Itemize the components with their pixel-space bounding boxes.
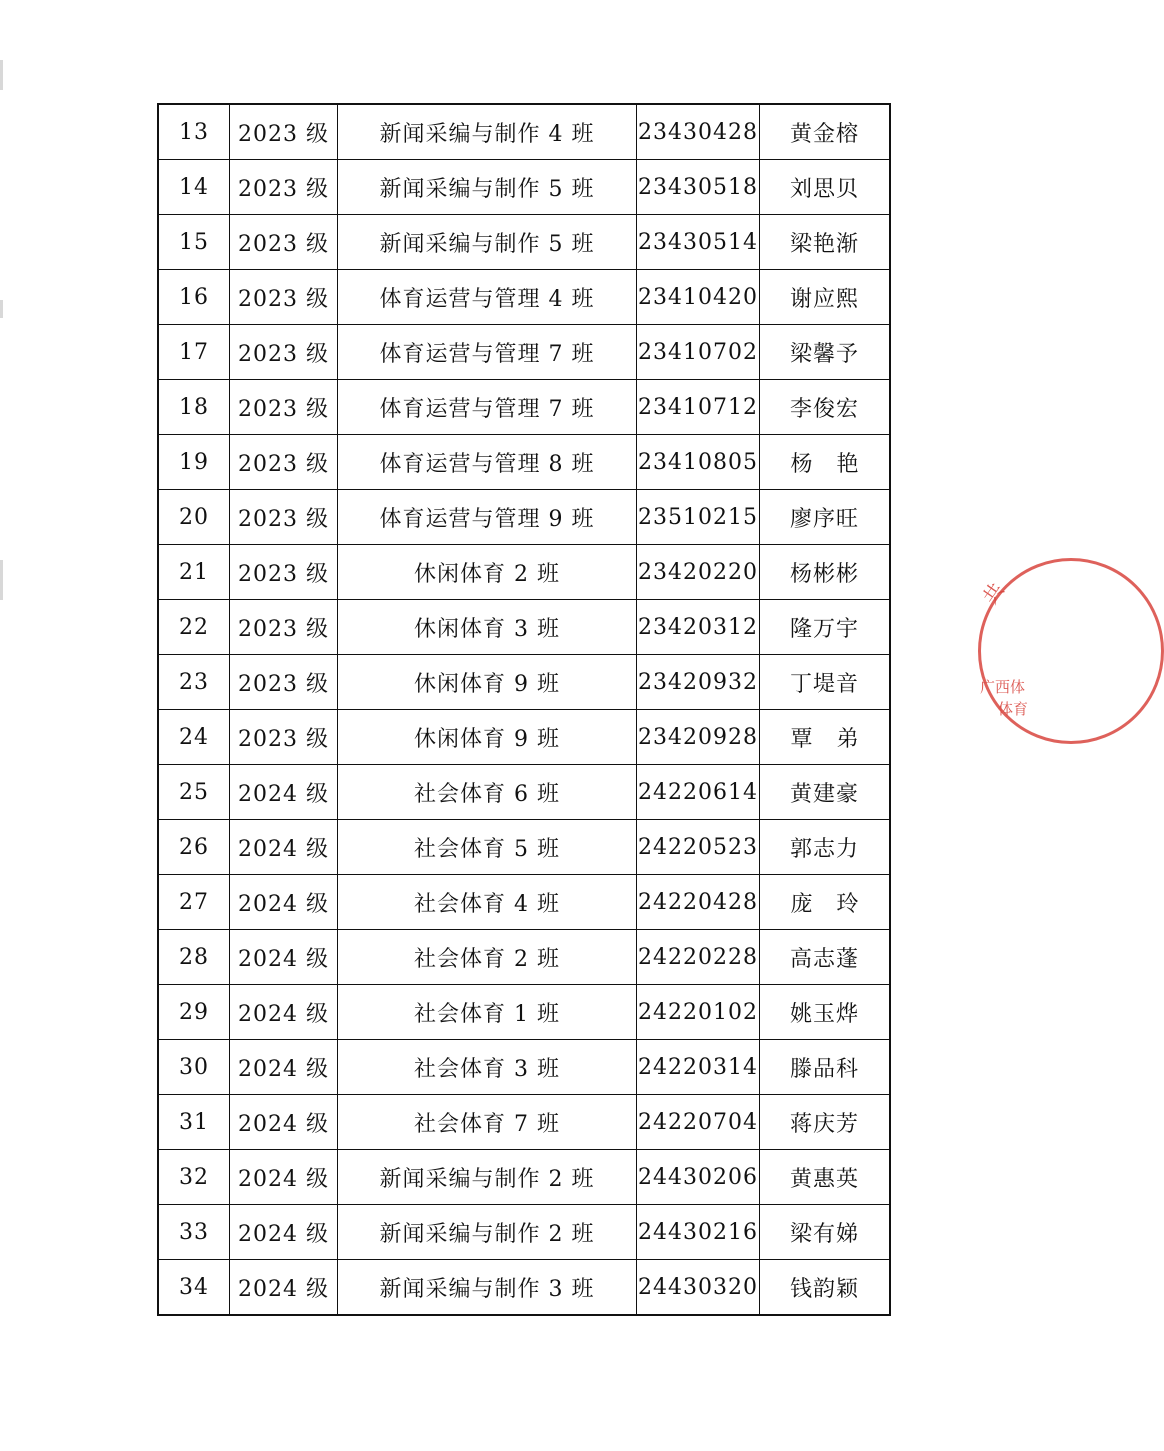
grade-cell: 2024 级 — [230, 820, 338, 875]
table-row — [158, 875, 890, 930]
grade-cell: 2024 级 — [230, 930, 338, 985]
student-id-cell: 23430518 — [637, 160, 760, 215]
grade-cell: 2024 级 — [230, 1260, 338, 1316]
class-name-cell: 体育运营与管理 7 班 — [338, 380, 637, 435]
scan-edge-mark — [0, 300, 3, 318]
row-number-cell: 15 — [158, 215, 230, 270]
table-row — [158, 160, 890, 215]
student-id-cell: 24220704 — [637, 1095, 760, 1150]
student-name-cell: 覃弟 — [760, 710, 891, 765]
student-name-cell: 姚玉烨 — [760, 985, 891, 1040]
student-id-cell: 24220314 — [637, 1040, 760, 1095]
table-row — [158, 104, 890, 160]
student-name-cell: 丁堤音 — [760, 655, 891, 710]
student-id-cell: 23410712 — [637, 380, 760, 435]
row-number-cell: 16 — [158, 270, 230, 325]
class-name-cell: 新闻采编与制作 2 班 — [338, 1150, 637, 1205]
table-row — [158, 1150, 890, 1205]
row-number-cell: 18 — [158, 380, 230, 435]
class-name-cell: 体育运营与管理 4 班 — [338, 270, 637, 325]
class-name-cell: 社会体育 6 班 — [338, 765, 637, 820]
student-name-cell: 梁馨予 — [760, 325, 891, 380]
class-name-cell: 休闲体育 3 班 — [338, 600, 637, 655]
class-name-cell: 社会体育 3 班 — [338, 1040, 637, 1095]
grade-cell: 2023 级 — [230, 435, 338, 490]
student-name-cell: 梁艳渐 — [760, 215, 891, 270]
student-id-cell: 23420312 — [637, 600, 760, 655]
student-name-cell: 杨艳 — [760, 435, 891, 490]
row-number-cell: 14 — [158, 160, 230, 215]
table-row — [158, 1095, 890, 1150]
student-name-cell: 黄建豪 — [760, 765, 891, 820]
grade-cell: 2024 级 — [230, 1095, 338, 1150]
grade-cell: 2024 级 — [230, 875, 338, 930]
grade-cell: 2023 级 — [230, 490, 338, 545]
student-name-cell: 黄惠英 — [760, 1150, 891, 1205]
student-name-cell: 高志蓬 — [760, 930, 891, 985]
table-row — [158, 380, 890, 435]
class-name-cell: 新闻采编与制作 2 班 — [338, 1205, 637, 1260]
row-number-cell: 13 — [158, 104, 230, 160]
row-number-cell: 28 — [158, 930, 230, 985]
row-number-cell: 31 — [158, 1095, 230, 1150]
row-number-cell: 27 — [158, 875, 230, 930]
row-number-cell: 34 — [158, 1260, 230, 1316]
grade-cell: 2023 级 — [230, 160, 338, 215]
student-id-cell: 24220428 — [637, 875, 760, 930]
grade-cell: 2024 级 — [230, 765, 338, 820]
student-id-cell: 23430428 — [637, 104, 760, 160]
table-row — [158, 270, 890, 325]
grade-cell: 2023 级 — [230, 545, 338, 600]
table-row — [158, 1260, 890, 1316]
grade-cell: 2024 级 — [230, 1205, 338, 1260]
roster-table-body — [158, 104, 890, 1315]
row-number-cell: 30 — [158, 1040, 230, 1095]
table-row — [158, 490, 890, 545]
class-name-cell: 体育运营与管理 9 班 — [338, 490, 637, 545]
student-id-cell: 23410805 — [637, 435, 760, 490]
grade-cell: 2023 级 — [230, 710, 338, 765]
grade-cell: 2024 级 — [230, 1150, 338, 1205]
student-id-cell: 24220102 — [637, 985, 760, 1040]
student-name-cell: 郭志力 — [760, 820, 891, 875]
class-name-cell: 体育运营与管理 7 班 — [338, 325, 637, 380]
row-number-cell: 23 — [158, 655, 230, 710]
student-id-cell: 23420932 — [637, 655, 760, 710]
student-name-cell: 蒋庆芳 — [760, 1095, 891, 1150]
student-name-cell: 梁有娣 — [760, 1205, 891, 1260]
table-row — [158, 930, 890, 985]
class-name-cell: 新闻采编与制作 3 班 — [338, 1260, 637, 1316]
class-name-cell: 休闲体育 2 班 — [338, 545, 637, 600]
student-id-cell: 24220228 — [637, 930, 760, 985]
class-name-cell: 社会体育 2 班 — [338, 930, 637, 985]
student-roster-table — [157, 103, 891, 1316]
table-row — [158, 325, 890, 380]
grade-cell: 2023 级 — [230, 655, 338, 710]
student-id-cell: 24220523 — [637, 820, 760, 875]
scan-edge-mark — [0, 60, 3, 90]
student-name-cell: 隆万宇 — [760, 600, 891, 655]
student-name-cell: 滕品科 — [760, 1040, 891, 1095]
class-name-cell: 休闲体育 9 班 — [338, 655, 637, 710]
row-number-cell: 17 — [158, 325, 230, 380]
class-name-cell: 新闻采编与制作 4 班 — [338, 104, 637, 160]
student-id-cell: 23420928 — [637, 710, 760, 765]
class-name-cell: 新闻采编与制作 5 班 — [338, 160, 637, 215]
seal-text-top: 共 — [977, 578, 1009, 609]
student-name-cell: 钱韵颖 — [760, 1260, 891, 1316]
row-number-cell: 25 — [158, 765, 230, 820]
table-row — [158, 1040, 890, 1095]
student-id-cell: 24430320 — [637, 1260, 760, 1316]
grade-cell: 2023 级 — [230, 325, 338, 380]
table-row — [158, 1205, 890, 1260]
table-row — [158, 215, 890, 270]
row-number-cell: 19 — [158, 435, 230, 490]
class-name-cell: 社会体育 7 班 — [338, 1095, 637, 1150]
student-id-cell: 24430216 — [637, 1205, 760, 1260]
student-id-cell: 23510215 — [637, 490, 760, 545]
grade-cell: 2023 级 — [230, 104, 338, 160]
student-name-cell: 黄金榕 — [760, 104, 891, 160]
table-row — [158, 710, 890, 765]
student-id-cell: 24220614 — [637, 765, 760, 820]
grade-cell: 2023 级 — [230, 600, 338, 655]
student-name-cell: 刘思贝 — [760, 160, 891, 215]
grade-cell: 2023 级 — [230, 215, 338, 270]
grade-cell: 2023 级 — [230, 270, 338, 325]
class-name-cell: 社会体育 5 班 — [338, 820, 637, 875]
seal-text-bottom: 体育 — [998, 700, 1029, 718]
table-row — [158, 985, 890, 1040]
grade-cell: 2024 级 — [230, 1040, 338, 1095]
student-name-cell: 谢应熙 — [760, 270, 891, 325]
class-name-cell: 休闲体育 9 班 — [338, 710, 637, 765]
student-name-cell: 杨彬彬 — [760, 545, 891, 600]
student-id-cell: 23430514 — [637, 215, 760, 270]
class-name-cell: 体育运营与管理 8 班 — [338, 435, 637, 490]
seal-text-middle: 广西体 — [980, 678, 1026, 696]
student-name-cell: 李俊宏 — [760, 380, 891, 435]
student-name-cell: 廖序旺 — [760, 490, 891, 545]
table-row — [158, 820, 890, 875]
row-number-cell: 20 — [158, 490, 230, 545]
class-name-cell: 社会体育 4 班 — [338, 875, 637, 930]
student-name-cell: 庞玲 — [760, 875, 891, 930]
table-row — [158, 435, 890, 490]
table-row — [158, 765, 890, 820]
row-number-cell: 21 — [158, 545, 230, 600]
student-id-cell: 23410420 — [637, 270, 760, 325]
scan-edge-mark — [0, 560, 3, 600]
row-number-cell: 33 — [158, 1205, 230, 1260]
student-id-cell: 24430206 — [637, 1150, 760, 1205]
grade-cell: 2023 级 — [230, 380, 338, 435]
grade-cell: 2024 级 — [230, 985, 338, 1040]
row-number-cell: 29 — [158, 985, 230, 1040]
row-number-cell: 22 — [158, 600, 230, 655]
class-name-cell: 新闻采编与制作 5 班 — [338, 215, 637, 270]
table-row — [158, 600, 890, 655]
class-name-cell: 社会体育 1 班 — [338, 985, 637, 1040]
official-seal-stamp — [972, 548, 1082, 748]
table-row — [158, 655, 890, 710]
student-id-cell: 23410702 — [637, 325, 760, 380]
row-number-cell: 32 — [158, 1150, 230, 1205]
row-number-cell: 26 — [158, 820, 230, 875]
table-row — [158, 545, 890, 600]
student-id-cell: 23420220 — [637, 545, 760, 600]
row-number-cell: 24 — [158, 710, 230, 765]
